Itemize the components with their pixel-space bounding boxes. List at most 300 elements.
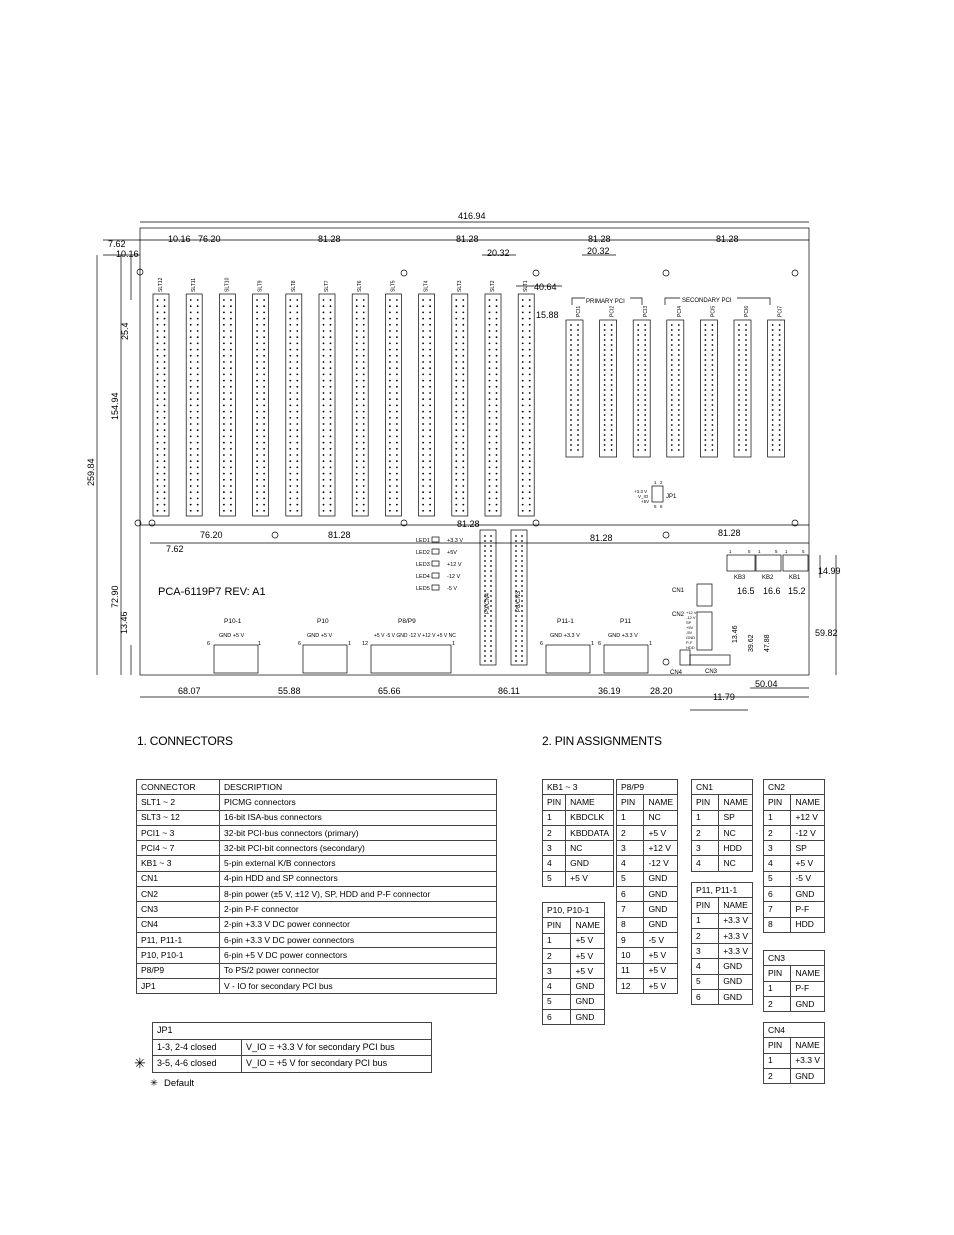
led4-label: LED4 (416, 574, 430, 580)
connector-description: 2-pin P-F connector (220, 902, 497, 917)
table-row (137, 856, 497, 871)
p11-1-right: 1 (591, 641, 595, 647)
p8p9-pin-table-title: P8/P9 (617, 780, 678, 795)
led1-value: +3.3 V (447, 538, 464, 544)
pin-name: -5 V (644, 932, 678, 947)
pin-table-title-row (692, 883, 753, 898)
table-row (617, 902, 678, 917)
cn3-pin-table (763, 950, 825, 1012)
jp1-description: V_IO = +3.3 V for secondary PCI bus (242, 1039, 432, 1056)
slot-label-slt7: SLT7 (324, 280, 330, 292)
slot-slt2 (485, 294, 501, 516)
pin-number: 3 (692, 841, 719, 856)
table-row (692, 841, 753, 856)
table-row (692, 913, 753, 928)
table-row (543, 979, 605, 994)
table-row (543, 871, 614, 886)
slot-label-slt12: SLT12 (158, 277, 164, 292)
slot-pci4 (667, 320, 684, 457)
jp1-description: V_IO = +5 V for secondary PCI bus (242, 1056, 432, 1073)
table-row (617, 871, 678, 886)
cn2-board-pin-3: SP (686, 620, 692, 625)
dim-81-28-1: 81.28 (318, 234, 341, 244)
pin-number: 9 (617, 932, 644, 947)
dim-154-94: 154.94 (110, 392, 120, 420)
pin-table-header-row (543, 918, 605, 933)
slot-label-slt5: SLT5 (390, 280, 397, 292)
p8p9-right: 1 (452, 641, 456, 647)
slot-slt4 (419, 294, 435, 516)
kb2-pin-5: 5 (775, 549, 778, 554)
table-row (764, 871, 825, 886)
pin-name: +5 V (566, 871, 614, 886)
pin-table-header-row (617, 795, 678, 810)
table-row (543, 810, 614, 825)
pin-assignments-heading: 2. PIN ASSIGNMENTS (542, 734, 662, 748)
led3-label: LED3 (416, 562, 430, 568)
slot-label-pci6: PCI6 (744, 305, 750, 317)
pin-name: KBDDATA (566, 825, 614, 840)
pin-name: GND (791, 996, 825, 1011)
table-row (137, 871, 497, 886)
pin-name: -12 V (644, 856, 678, 871)
dim-total-width: 416.94 (458, 211, 486, 221)
pin-name: GND (791, 887, 825, 902)
pin-name: GND (719, 959, 753, 974)
table-row (137, 902, 497, 917)
table-row (692, 944, 753, 959)
slot-pci3 (633, 320, 650, 457)
primary-pci-label: PRIMARY PCI (586, 299, 625, 305)
dim-20-32-b: 20.32 (587, 246, 610, 256)
table-row (137, 810, 497, 825)
slot-label-slt9: SLT9 (257, 280, 264, 292)
column-header-name: NAME (644, 795, 678, 810)
dim-10-16-b: 10.16 (168, 234, 191, 244)
pin-name: +5 V (644, 978, 678, 993)
slot-label-slt6: SLT6 (357, 280, 364, 292)
pin-name: -12 V (791, 825, 825, 840)
slot-slt11 (186, 294, 202, 516)
table-row (617, 948, 678, 963)
table-row (764, 841, 825, 856)
pin-name: +5 V (644, 948, 678, 963)
connector-name: P11, P11-1 (137, 932, 220, 947)
pin-number: 2 (617, 825, 644, 840)
table-row (543, 994, 605, 1009)
connector-description: V - IO for secondary PCI bus (220, 978, 497, 993)
pin-name: +5 V (644, 963, 678, 978)
table-row (692, 990, 753, 1005)
pin-table-title-row (617, 780, 678, 795)
column-header-pin: PIN (543, 795, 566, 810)
slot-label-slt3: SLT3 (456, 280, 463, 292)
cn2-board-pin-5: -5V (686, 630, 693, 635)
table-row (617, 825, 678, 840)
jp1-setting: 3-5, 4-6 closed (153, 1056, 242, 1073)
led2-value: +5V (447, 550, 457, 556)
jp1-board-label: JP1 (666, 494, 677, 500)
table-row (137, 917, 497, 932)
p10-1-pins: GND +5 V (219, 633, 245, 639)
p11-pin-table-title: P11, P11-1 (692, 883, 753, 898)
pin-name: +12 V (644, 841, 678, 856)
dim-16-5: 16.5 (737, 586, 755, 596)
p11-pins: GND +3.3 V (608, 633, 638, 639)
column-header-name: NAME (719, 898, 753, 913)
pin-number: 5 (692, 974, 719, 989)
dim-40-64: 40.64 (534, 282, 557, 292)
connectors-heading: 1. CONNECTORS (137, 734, 233, 748)
pin-table-title-row (543, 780, 614, 795)
pin-number: 6 (764, 887, 791, 902)
led5-label: LED5 (416, 586, 430, 592)
cn1-board-label: CN1 (672, 588, 685, 594)
pin-number: 4 (617, 856, 644, 871)
pin-table-header-row (764, 966, 825, 981)
table-row (543, 841, 614, 856)
pin-name: NC (566, 841, 614, 856)
slot-label-pci3: PCI3 (643, 305, 650, 317)
table-row (692, 856, 753, 871)
pin-name: GND (566, 856, 614, 871)
cn2-board-pin-1: +12 V (686, 610, 697, 615)
pin-number: 2 (543, 825, 566, 840)
kb3-label: KB3 (734, 575, 746, 581)
dim-36-19: 36.19 (598, 686, 621, 696)
table-row (137, 887, 497, 902)
kb2-pin-1: 1 (758, 549, 761, 554)
table-row (137, 841, 497, 856)
table-row (543, 933, 605, 948)
table-row (692, 928, 753, 943)
p10-1-label: P10-1 (224, 618, 242, 625)
slot-label-pci2: PCI2 (609, 305, 616, 317)
table-row (764, 1053, 825, 1068)
column-header-pin: PIN (692, 795, 719, 810)
column-header-pin: PIN (764, 1038, 791, 1053)
connector-description: 32-bit PCI-bit connectors (secondary) (220, 841, 497, 856)
p11-1-label: P11-1 (557, 618, 574, 625)
dim-15-2: 15.2 (788, 586, 806, 596)
slot-slt6 (352, 294, 368, 516)
table-row (764, 825, 825, 840)
p10-pin-table-title: P10, P10-1 (543, 903, 605, 918)
pin-name: +3.3 V (719, 928, 753, 943)
pin-number: 5 (764, 871, 791, 886)
p11-left: 6 (598, 641, 602, 647)
pin-table-header-row (764, 795, 825, 810)
pin-name: GND (644, 871, 678, 886)
p11-label: P11 (620, 618, 632, 625)
table-row (764, 1068, 825, 1083)
cn1-pin-table (691, 779, 753, 872)
pin-number: 4 (543, 856, 566, 871)
jp1-pin-5: 5 (654, 504, 657, 509)
jp1-pin-6: 6 (660, 504, 663, 509)
pin-table-header-row (764, 1038, 825, 1053)
table-row (137, 795, 497, 810)
default-legend (150, 1078, 194, 1089)
dim-259-84: 259.84 (86, 458, 96, 486)
connector-name: SLT3 ~ 12 (137, 810, 220, 825)
connector-name: CN3 (137, 902, 220, 917)
dim-81-28-mid2: 81.28 (328, 530, 351, 540)
connector-description: 2-pin +3.3 V DC power connector (220, 917, 497, 932)
default-label: Default (163, 1078, 195, 1089)
connector-name: JP1 (137, 978, 220, 993)
pin-name: GND (644, 887, 678, 902)
slot-pci2 (600, 320, 617, 457)
connector-description: 6-pin +3.3 V DC power connectors (220, 932, 497, 947)
pin-name: GND (791, 1068, 825, 1083)
pin-name: +12 V (791, 810, 825, 825)
slot-label-slt8: SLT8 (290, 280, 297, 292)
dim-7-62-top: 7.62 (108, 239, 126, 249)
table-row (692, 810, 753, 825)
connector-name: PCI4 ~ 7 (137, 841, 220, 856)
pin-number: 4 (764, 856, 791, 871)
pin-name: NC (719, 856, 753, 871)
p9-cn4-label: P9/CN4 (485, 592, 491, 614)
table-row (692, 959, 753, 974)
pin-number: 1 (617, 810, 644, 825)
kb3-pin-5: 5 (748, 549, 751, 554)
connector-description: 4-pin HDD and SP connectors (220, 871, 497, 886)
slot-slt7 (319, 294, 335, 516)
slot-label-slt2: SLT2 (490, 280, 496, 292)
pin-table-title-row (764, 951, 825, 966)
cn2-board-pin-2: -12 V (686, 615, 696, 620)
jp1-table-title: JP1 (153, 1023, 432, 1040)
table-row (543, 964, 605, 979)
dim-81-28-mid4: 81.28 (718, 528, 741, 538)
slot-label-slt4: SLT4 (423, 280, 430, 292)
pin-number: 4 (543, 979, 571, 994)
table-row (764, 902, 825, 917)
connector-name: P8/P9 (137, 963, 220, 978)
pin-number: 6 (617, 887, 644, 902)
slot-label-pci4: PCI4 (676, 305, 683, 317)
p8p9-left: 12 (362, 641, 369, 647)
pin-number: 5 (617, 871, 644, 886)
table-row (137, 932, 497, 947)
dim-81-28-mid1: 81.28 (457, 519, 480, 529)
table-row (764, 917, 825, 932)
connector-name: PCI1 ~ 3 (137, 825, 220, 840)
column-header-description: DESCRIPTION (220, 780, 497, 795)
jp1-opt-3v3: +3.3 V (634, 489, 648, 494)
column-header-connector: CONNECTOR (137, 780, 220, 795)
pin-name: +5 V (571, 933, 605, 948)
table-row (764, 856, 825, 871)
pin-table-title-row (692, 780, 753, 795)
led3-value: +12 V (447, 562, 462, 568)
connector-name: SLT1 ~ 2 (137, 795, 220, 810)
connector-description: 5-pin external K/B connectors (220, 856, 497, 871)
p11-right: 1 (649, 641, 653, 647)
cn2-pin-table-title: CN2 (764, 780, 825, 795)
table-row (617, 887, 678, 902)
p10-right: 1 (348, 641, 352, 647)
table-row (617, 841, 678, 856)
table-row (543, 1010, 605, 1025)
pin-name: +3.3 V (719, 913, 753, 928)
connector-description: 6-pin +5 V DC power connectors (220, 948, 497, 963)
pin-number: 3 (543, 841, 566, 856)
pin-number: 3 (764, 841, 791, 856)
connector-name: CN2 (137, 887, 220, 902)
pin-number: 4 (692, 959, 719, 974)
pin-number: 1 (764, 810, 791, 825)
pin-name: +5 V (791, 856, 825, 871)
table-row (617, 856, 678, 871)
slot-slt10 (219, 294, 235, 516)
cn2-board-pin-7: P-F (686, 640, 693, 645)
column-header-pin: PIN (764, 795, 791, 810)
jp1-default-star-icon: ✳ (134, 1055, 146, 1071)
dim-13-46: 13.46 (119, 611, 129, 634)
slot-slt3 (452, 294, 468, 516)
table-row (617, 932, 678, 947)
kb1-pin-5: 5 (802, 549, 805, 554)
table-row (153, 1056, 432, 1073)
column-header-name: NAME (566, 795, 614, 810)
slot-label-slt10: SLT10 (224, 277, 231, 292)
column-header-name: NAME (791, 795, 825, 810)
pin-number: 2 (764, 825, 791, 840)
pin-name: GND (571, 1010, 605, 1025)
cn2-pin-table (763, 779, 825, 933)
slot-pci7 (768, 320, 785, 457)
p11-1-pins: GND +3.3 V (550, 633, 580, 639)
pin-name: +5 V (644, 825, 678, 840)
dim-13-46-r: 13.46 (732, 625, 739, 643)
dim-50-04: 50.04 (755, 679, 778, 689)
pin-number: 2 (764, 1068, 791, 1083)
pin-number: 7 (617, 902, 644, 917)
p8p9-label: P8/P9 (398, 618, 416, 625)
slot-label-pci5: PCI5 (710, 305, 717, 317)
p11-1-left: 6 (540, 641, 544, 647)
p8-cn3-label: P8/CN3 (516, 590, 522, 612)
pin-name: HDD (719, 841, 753, 856)
p10-1-left: 6 (207, 641, 211, 647)
pin-number: 1 (692, 913, 719, 928)
dim-76-20-mid: 76.20 (200, 530, 223, 540)
table-row (764, 996, 825, 1011)
table-row (137, 825, 497, 840)
column-header-pin: PIN (692, 898, 719, 913)
pin-number: 2 (543, 948, 571, 963)
pin-name: GND (571, 979, 605, 994)
dim-72-90: 72.90 (110, 585, 120, 608)
pin-table-title-row (764, 1023, 825, 1038)
slot-slt5 (385, 294, 401, 516)
table-row (543, 825, 614, 840)
pin-number: 7 (764, 902, 791, 917)
dim-55-88: 55.88 (278, 686, 301, 696)
pin-number: 6 (543, 1010, 571, 1025)
slot-pci6 (734, 320, 751, 457)
connectors-table (136, 779, 497, 994)
pin-name: P-F (791, 981, 825, 996)
dim-59-82: 59.82 (815, 628, 838, 638)
table-row (692, 825, 753, 840)
connector-name: CN1 (137, 871, 220, 886)
p10-pins: GND +5 V (307, 633, 333, 639)
p8p9-pin-table (616, 779, 678, 994)
slot-label-pci7: PCI7 (777, 305, 784, 317)
cn2-board-label: CN2 (672, 612, 685, 618)
pin-name: +5 V (571, 948, 605, 963)
table-row (764, 887, 825, 902)
kb3-pin-1: 1 (729, 549, 732, 554)
dim-20-32-a: 20.32 (487, 248, 510, 258)
cn2-board-pin-8: HDD (686, 645, 695, 650)
pin-name: +3.3 V (791, 1053, 825, 1068)
dim-81-28-3: 81.28 (588, 234, 611, 244)
jp1-table (152, 1022, 432, 1073)
kb2-label: KB2 (762, 575, 774, 581)
connector-description: 8-pin power (±5 V, ±12 V), SP, HDD and P-F connector (220, 887, 497, 902)
pin-name: GND (644, 917, 678, 932)
kb-pin-table-title: KB1 ~ 3 (543, 780, 614, 795)
table-row (617, 963, 678, 978)
pin-name: SP (791, 841, 825, 856)
table-row (617, 810, 678, 825)
pin-name: GND (719, 974, 753, 989)
pin-table-header-row (692, 898, 753, 913)
pin-number: 2 (692, 825, 719, 840)
pin-name: SP (719, 810, 753, 825)
dim-28-20: 28.20 (650, 686, 673, 696)
cn1-pin-table-title: CN1 (692, 780, 753, 795)
pin-number: 10 (617, 948, 644, 963)
kb1-pin-1: 1 (785, 549, 788, 554)
slot-slt9 (253, 294, 269, 516)
dim-11-79: 11.79 (713, 692, 735, 702)
pin-name: KBDCLK (566, 810, 614, 825)
pin-number: 8 (764, 917, 791, 932)
pin-table-title-row (764, 780, 825, 795)
pin-number: 1 (543, 810, 566, 825)
pin-number: 3 (692, 944, 719, 959)
dim-76-20-top: 76.20 (198, 234, 221, 244)
dim-10-16-a: 10.16 (116, 249, 139, 259)
dim-16-6: 16.6 (763, 586, 781, 596)
cn3-pin-table-title: CN3 (764, 951, 825, 966)
slot-label-pci1: PCI1 (576, 305, 582, 317)
column-header-name: NAME (571, 918, 605, 933)
column-header-name: NAME (791, 966, 825, 981)
pin-name: NC (644, 810, 678, 825)
pin-name: +3.3 V (719, 944, 753, 959)
pin-number: 6 (692, 990, 719, 1005)
p11-pin-table (691, 882, 753, 1005)
secondary-pci-label: SECONDARY PCI (682, 298, 732, 304)
cn4-pin-table-title: CN4 (764, 1023, 825, 1038)
pin-table-header-row (543, 795, 614, 810)
slot-slt8 (286, 294, 302, 516)
pin-name: +5 V (571, 964, 605, 979)
slot-label-slt1: SLT1 (523, 280, 530, 292)
kb1-label: KB1 (789, 575, 801, 581)
led1-label: LED1 (416, 538, 430, 544)
table-row (543, 948, 605, 963)
pin-name: GND (571, 994, 605, 1009)
cn2-board-pin-6: GND (686, 635, 695, 640)
